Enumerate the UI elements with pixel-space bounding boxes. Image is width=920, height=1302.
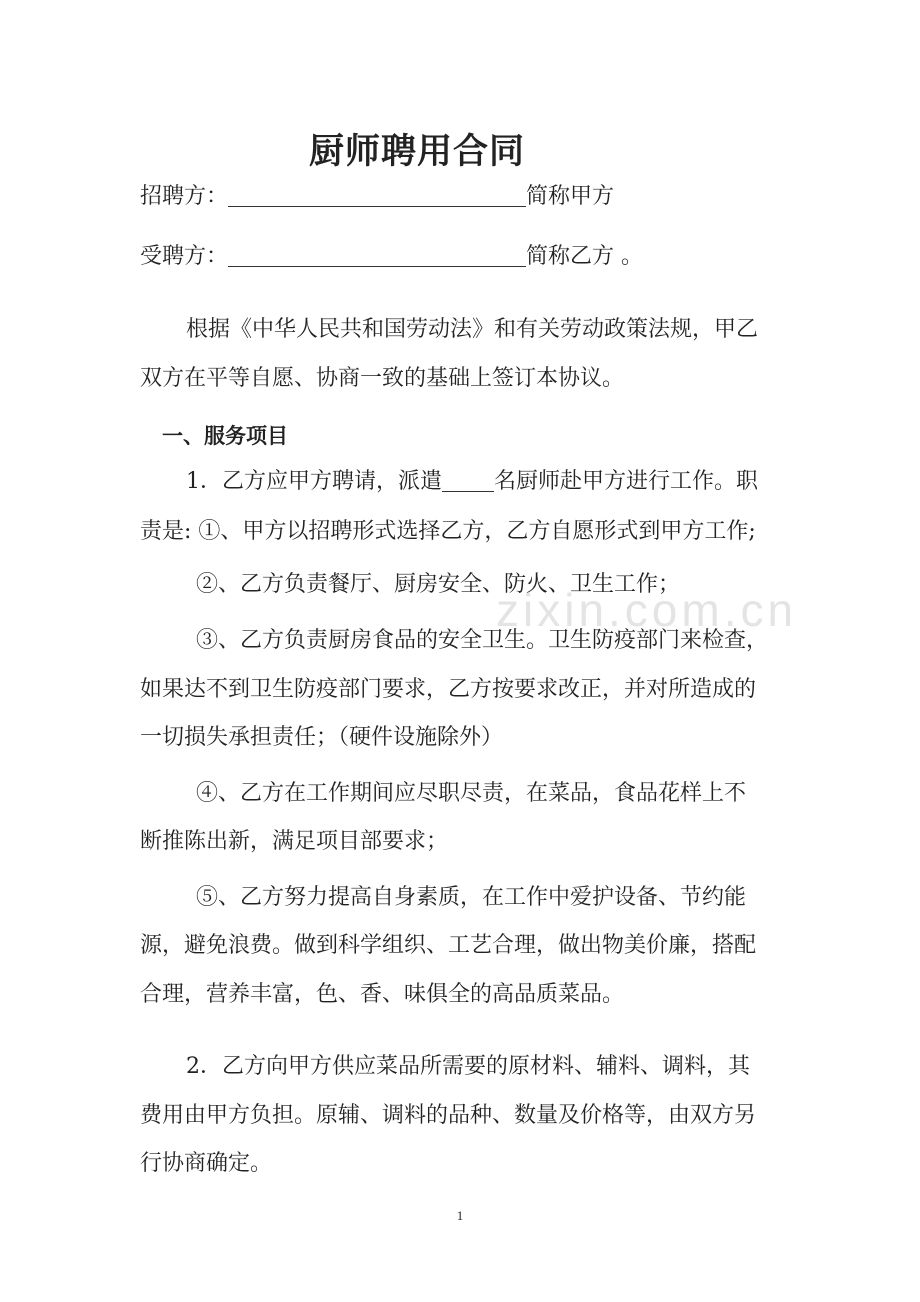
item-5-line-2: 源，避免浪费。做到科学组织、工艺合理，做出物美价廉，搭配 <box>140 933 757 958</box>
item-1-suffix: 名厨师赴甲方进行工作。职 <box>494 469 759 494</box>
item-1-prefix: 1．乙方应甲方聘请，派遣 <box>186 469 442 494</box>
watermark: zixin.com.cn <box>496 584 798 636</box>
document-title: 厨师聘用合同 <box>308 132 525 172</box>
item-2-line: ②、乙方负责餐厅、厨房安全、防火、卫生工作； <box>196 572 681 597</box>
clause-2-line-1: 2．乙方向甲方供应菜品所需要的原材料、辅料、调料，其 <box>186 1054 750 1079</box>
party-a-label: 招聘方： <box>140 184 229 209</box>
party-b-blank <box>228 244 526 267</box>
item-5-line-3: 合理，营养丰富，色、香、味俱全的高品质菜品。 <box>140 982 625 1007</box>
party-a-line <box>140 182 614 212</box>
item-5-line-1: ⑤、乙方努力提高自身素质，在工作中爱护设备、节约能 <box>196 885 747 910</box>
item-1-line-1 <box>186 467 758 497</box>
party-b-line <box>140 242 643 272</box>
item-4-line-2: 断推陈出新，满足项目部要求； <box>140 829 449 854</box>
intro-line-2: 双方在平等自愿、协商一致的基础上签订本协议。 <box>140 366 625 391</box>
page-number: 1 <box>456 1208 464 1223</box>
item-4-line-1: ④、乙方在工作期间应尽职尽责，在菜品，食品花样上不 <box>196 781 747 806</box>
chef-count-blank <box>442 469 494 492</box>
item-1-line-2: 责是: ①、甲方以招聘形式选择乙方，乙方自愿形式到甲方工作; <box>140 519 756 544</box>
party-a-suffix: 简称甲方 <box>526 184 615 209</box>
item-3-line-1: ③、乙方负责厨房食品的安全卫生。卫生防疫部门来检查， <box>196 628 769 653</box>
item-3-line-2: 如果达不到卫生防疫部门要求，乙方按要求改正，并对所造成的 <box>140 677 757 702</box>
section-heading-service: 一、服务项目 <box>162 424 288 448</box>
party-a-blank <box>228 184 526 207</box>
clause-2-line-2: 费用由甲方负担。原辅、调料的品种、数量及价格等，由双方另 <box>140 1103 757 1128</box>
item-3-line-3: 一切损失承担责任；（硬件设施除外） <box>140 725 504 750</box>
intro-line-1: 根据《中华人民共和国劳动法》和有关劳动政策法规，甲乙 <box>186 317 759 342</box>
party-b-label: 受聘方： <box>140 244 229 269</box>
clause-2-line-3: 行协商确定。 <box>140 1151 273 1176</box>
party-b-suffix: 简称乙方 。 <box>526 244 644 269</box>
